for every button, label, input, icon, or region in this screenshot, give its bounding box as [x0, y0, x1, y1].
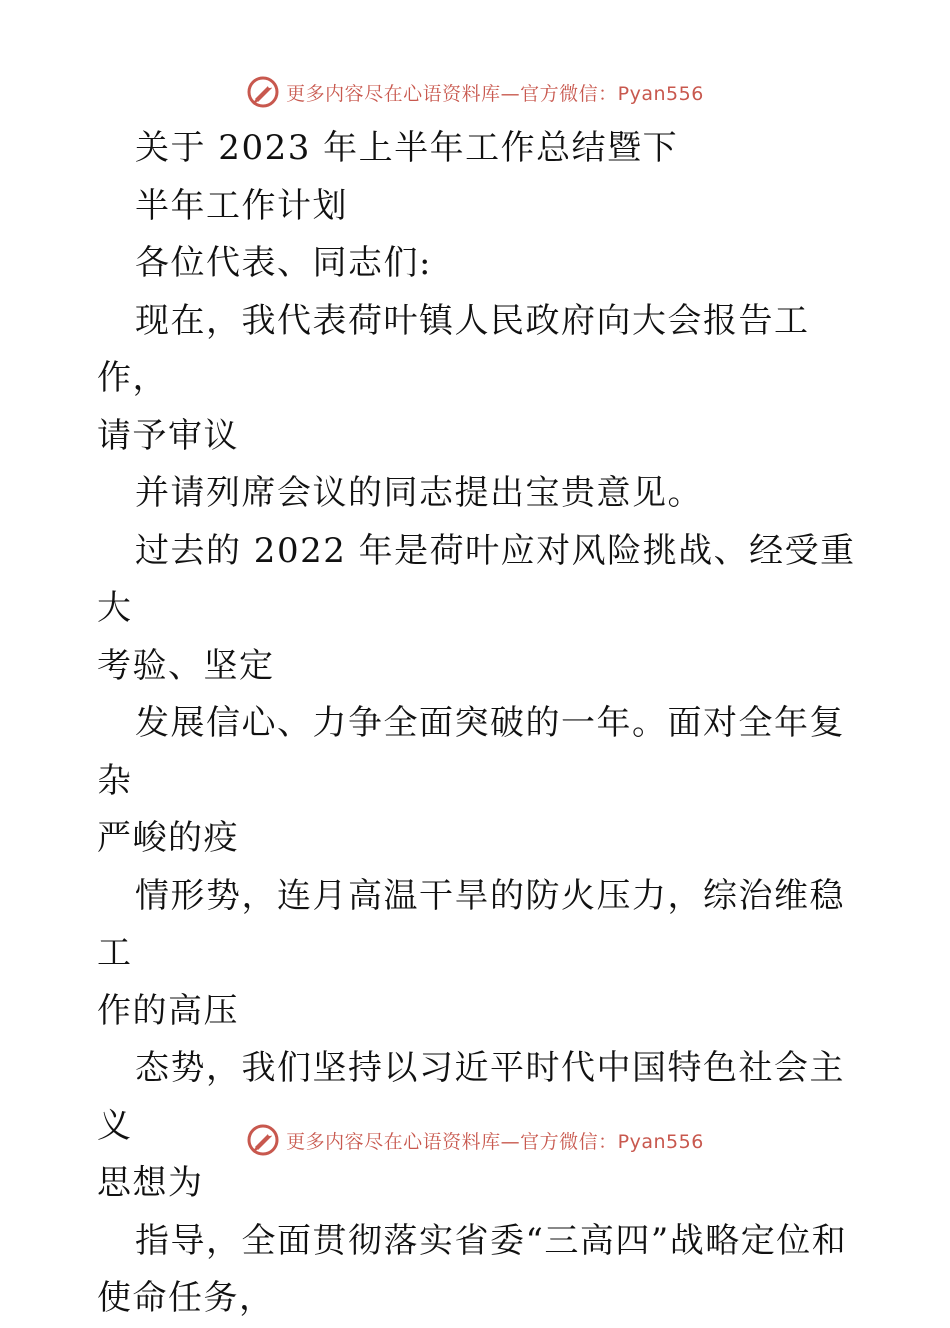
paragraph-line: 思想为 [97, 1163, 204, 1203]
paragraph-line: 态势，我们坚持以习近平时代中国特色社会主义 [97, 1048, 845, 1146]
footer-watermark [0, 1120, 950, 1160]
paragraph-line: 使命任务， [97, 1278, 275, 1318]
watermark-text: 更多内容尽在心语资料库—官方微信：Pyan556 [286, 82, 704, 105]
paragraph-line: 指导，全面贯彻落实省委“三高四”战略定位和 [135, 1220, 848, 1261]
title-line-1: 关于 2023 年上半年工作总结暨下 [135, 128, 679, 168]
paragraph-line: 现在，我代表荷叶镇人民政府向大会报告工作， [97, 300, 810, 398]
title-line-2: 半年工作计划 [135, 185, 348, 226]
paragraph-line: 作的高压 [97, 990, 239, 1031]
watermark-text: 更多内容尽在心语资料库—官方微信：Pyan556 [286, 1130, 704, 1153]
paragraph-line: 请予审议 [97, 415, 239, 456]
quill-logo-icon [246, 1123, 280, 1157]
paragraph-line: 过去的 2022 年是荷叶应对风险挑战、经受重大 [97, 530, 856, 628]
paragraph-line: 严峻的疫 [97, 818, 239, 858]
header-watermark [0, 72, 950, 112]
salutation: 各位代表、同志们: [135, 243, 432, 283]
paragraph-line: 并请列席会议的同志提出宝贵意见。 [135, 473, 703, 513]
paragraph-line: 考验、坚定 [97, 645, 275, 686]
paragraph-line: 情形势，连月高温干旱的防火压力，综治维稳工 [97, 875, 845, 973]
quill-logo-icon [246, 75, 280, 109]
paragraph-line: 发展信心、力争全面突破的一年。面对全年复杂 [97, 703, 845, 801]
